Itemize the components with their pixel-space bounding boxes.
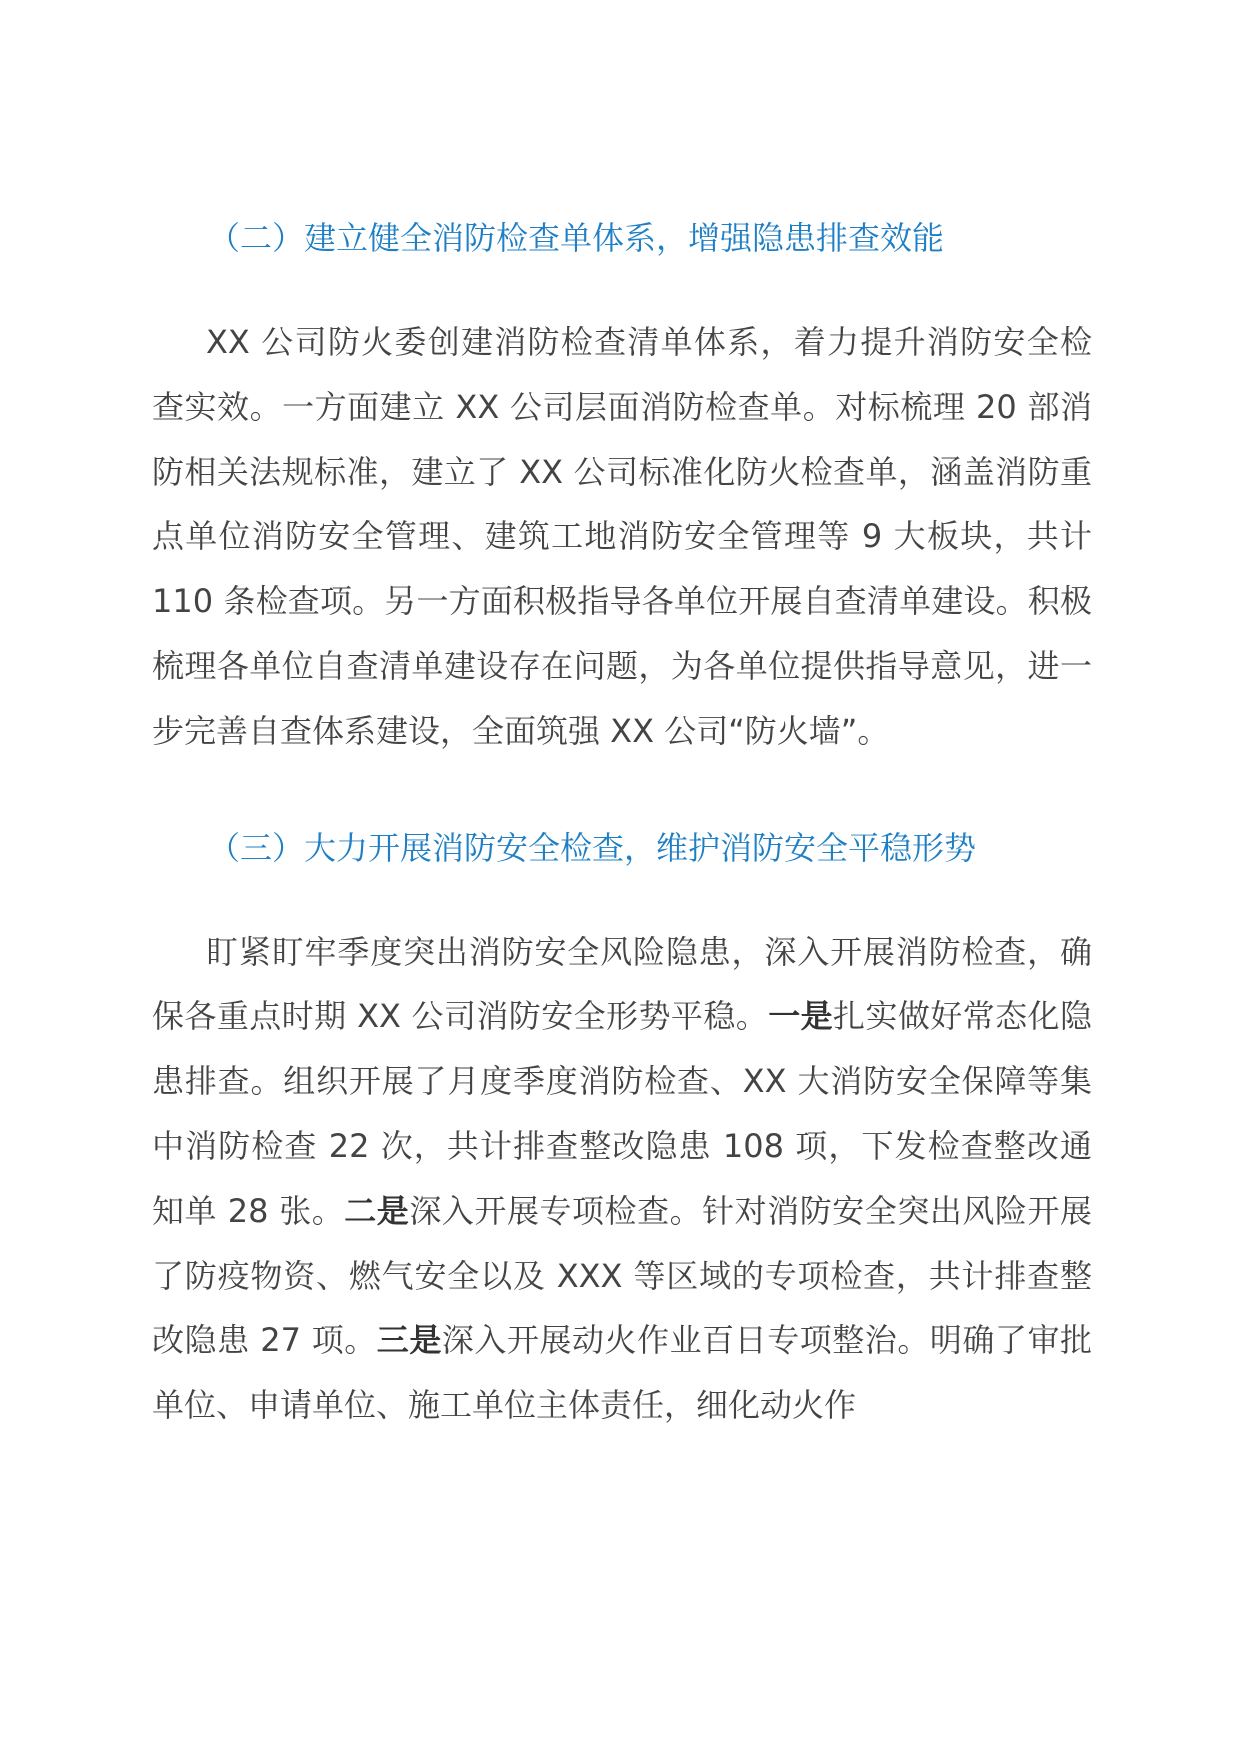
- section-3-paragraph: [152, 920, 1092, 1438]
- section-2-paragraph: XX 公司防火委创建消防检查清单体系，着力提升消防安全检查实效。一方面建立 XX 公司层面消防检查单。对标梳理 20 部消防相关法规标准，建立了 XX 公司标准化防火检查单，涵盖消防重点单位消防安全管理、建筑工地消防安全管理等 9 大板块，共计 110 条检查项。另一方面积极指导各单位开展自查清单建设。积极梳理各单位自查清单建设存在问题，为各单位提供指导意见，进一步完善自查体系建设，全面筑强 XX 公司“防火墙”。: [152, 323, 1092, 750]
- point-1-text: 扎实做好常态化隐患排查。组织开展了月度季度消防检查、XX 大消防安全保障等集中消防检查 22 次，共计排查整改隐患 108 项，下发检查整改通知单 28 张。: [152, 997, 1092, 1230]
- point-3-text: 深入开展动火作业百日专项整治。明确了审批单位、申请单位、施工单位主体责任，细化动火作: [152, 1321, 1092, 1425]
- section-3-intro: 盯紧盯牢季度突出消防安全风险隐患，深入开展消防检查，确保各重点时期 XX 公司消防安全形势平稳。: [152, 932, 1092, 1036]
- point-1-lead: 一是: [768, 997, 834, 1036]
- point-2-text: 深入开展专项检查。针对消防安全突出风险开展了防疫物资、燃气安全以及 XXX 等区域的专项检查，共计排查整改隐患 27 项。: [152, 1191, 1092, 1360]
- point-3-lead: 三是: [376, 1321, 442, 1360]
- section-heading-3: （三）大力开展消防安全检查，维护消防安全平稳形势: [208, 828, 977, 867]
- point-2-lead: 二是: [344, 1191, 410, 1230]
- document-body: [152, 218, 1092, 1438]
- section-heading-2: （二）建立健全消防检查单体系，增强隐患排查效能: [208, 219, 945, 257]
